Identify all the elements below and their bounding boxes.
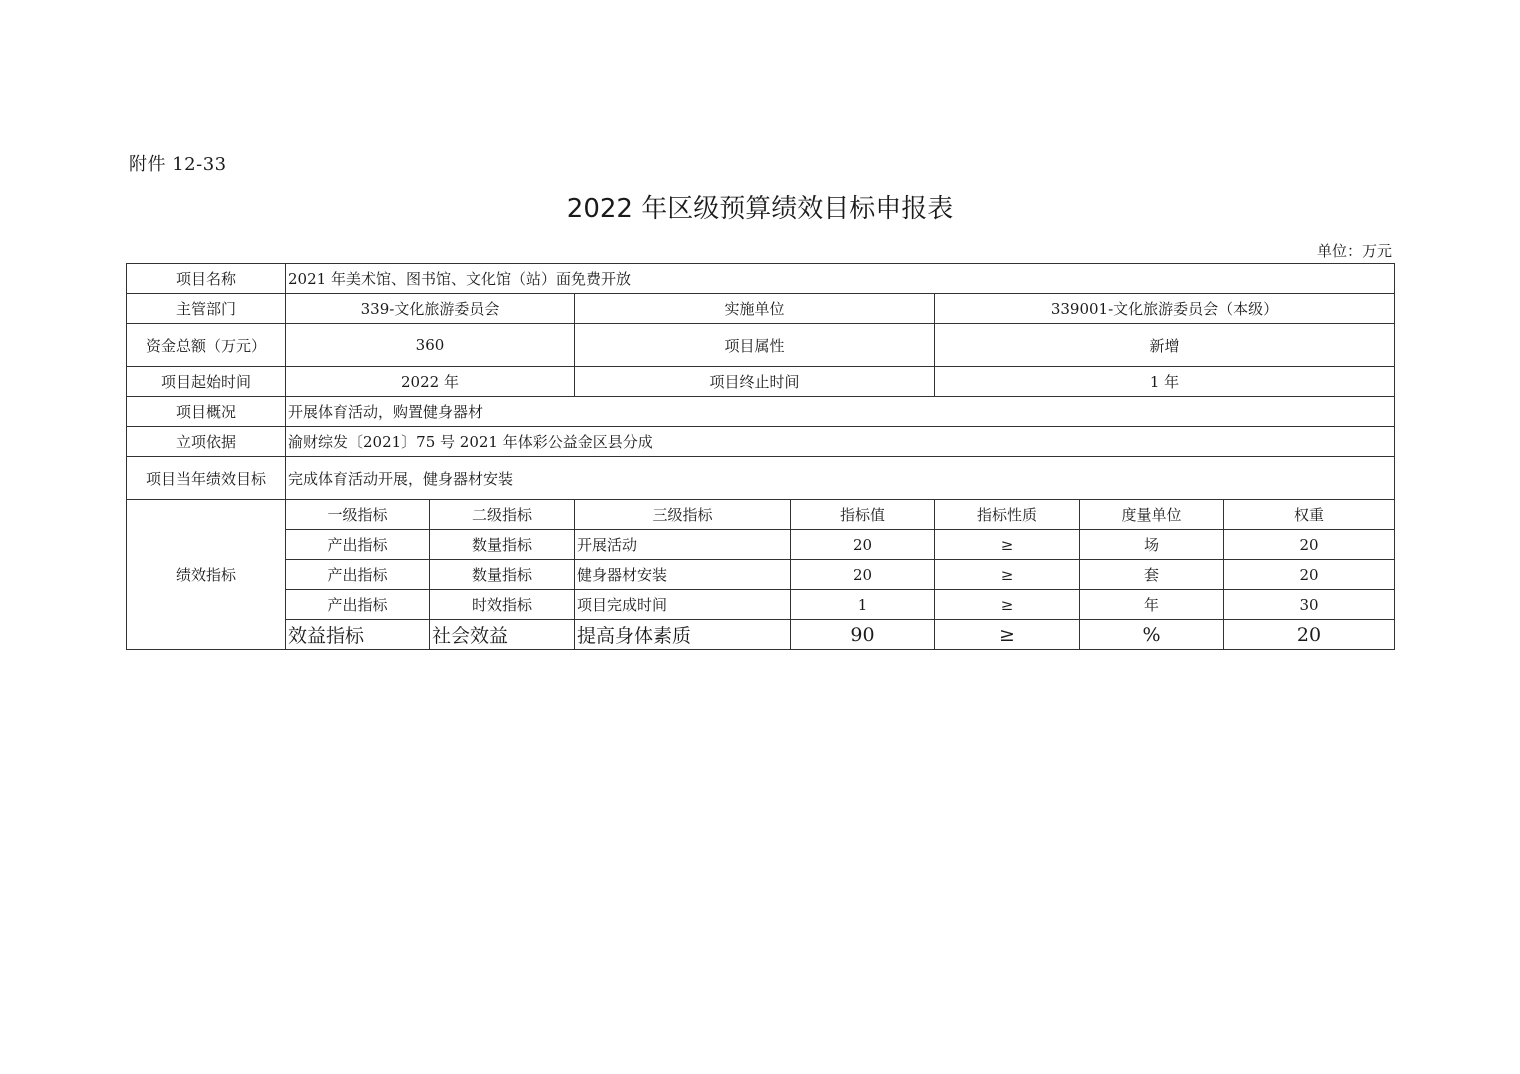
row-department [127,294,1395,324]
indicator-row [127,590,1395,620]
indicator-level1: 产出指标 [286,560,430,590]
indicator-value: 90 [791,620,935,650]
indicators-section-label: 绩效指标 [127,500,286,650]
header-level2: 二级指标 [430,500,575,530]
row-fund [127,324,1395,367]
indicator-unit: % [1080,620,1224,650]
indicator-level1: 效益指标 [286,620,430,650]
implementing-unit-label: 实施单位 [575,294,935,324]
indicator-weight: 30 [1224,590,1395,620]
header-nature: 指标性质 [935,500,1080,530]
start-time-value: 2022 年 [286,367,575,397]
department-label: 主管部门 [127,294,286,324]
project-attribute-value: 新增 [935,324,1395,367]
indicator-level2: 数量指标 [430,530,575,560]
indicator-unit: 年 [1080,590,1224,620]
attachment-label: 附件 12-33 [129,154,227,175]
basis-value: 渝财综发〔2021〕75 号 2021 年体彩公益金区县分成 [286,427,1395,457]
indicator-value: 20 [791,530,935,560]
indicator-header-row [127,500,1395,530]
indicator-nature: ≥ [935,530,1080,560]
basis-label: 立项依据 [127,427,286,457]
goal-label: 项目当年绩效目标 [127,457,286,500]
indicator-level3: 项目完成时间 [575,590,791,620]
indicator-weight: 20 [1224,530,1395,560]
indicator-level2: 社会效益 [430,620,575,650]
overview-value: 开展体育活动，购置健身器材 [286,397,1395,427]
project-name-label: 项目名称 [127,264,286,294]
indicator-weight: 20 [1224,620,1395,650]
indicator-unit: 套 [1080,560,1224,590]
indicator-level1: 产出指标 [286,590,430,620]
indicator-weight: 20 [1224,560,1395,590]
indicator-row [127,620,1395,650]
indicator-row [127,560,1395,590]
indicator-nature: ≥ [935,590,1080,620]
row-period [127,367,1395,397]
implementing-unit-value: 339001-文化旅游委员会（本级） [935,294,1395,324]
indicator-level3: 开展活动 [575,530,791,560]
page-title: 2022 年区级预算绩效目标申报表 [566,194,954,224]
indicator-level2: 时效指标 [430,590,575,620]
indicator-nature: ≥ [935,620,1080,650]
row-basis [127,427,1395,457]
end-time-value: 1 年 [935,367,1395,397]
header-weight: 权重 [1224,500,1395,530]
goal-value: 完成体育活动开展，健身器材安装 [286,457,1395,500]
indicator-level1: 产出指标 [286,530,430,560]
header-level3: 三级指标 [575,500,791,530]
row-goal [127,457,1395,500]
row-overview [127,397,1395,427]
fund-total-value: 360 [286,324,575,367]
start-time-label: 项目起始时间 [127,367,286,397]
unit-label: 单位：万元 [1316,242,1392,260]
indicator-nature: ≥ [935,560,1080,590]
indicator-value: 20 [791,560,935,590]
indicator-unit: 场 [1080,530,1224,560]
overview-label: 项目概况 [127,397,286,427]
indicator-level2: 数量指标 [430,560,575,590]
department-value: 339-文化旅游委员会 [286,294,575,324]
end-time-label: 项目终止时间 [575,367,935,397]
header-value: 指标值 [791,500,935,530]
project-attribute-label: 项目属性 [575,324,935,367]
indicator-row [127,530,1395,560]
header-unit: 度量单位 [1080,500,1224,530]
indicator-value: 1 [791,590,935,620]
row-project-name [127,264,1395,294]
header-level1: 一级指标 [286,500,430,530]
project-name-value: 2021 年美术馆、图书馆、文化馆（站）面免费开放 [286,264,1395,294]
fund-total-label: 资金总额（万元） [127,324,286,367]
indicator-level3: 健身器材安装 [575,560,791,590]
performance-target-table [126,263,1395,650]
indicator-level3: 提高身体素质 [575,620,791,650]
